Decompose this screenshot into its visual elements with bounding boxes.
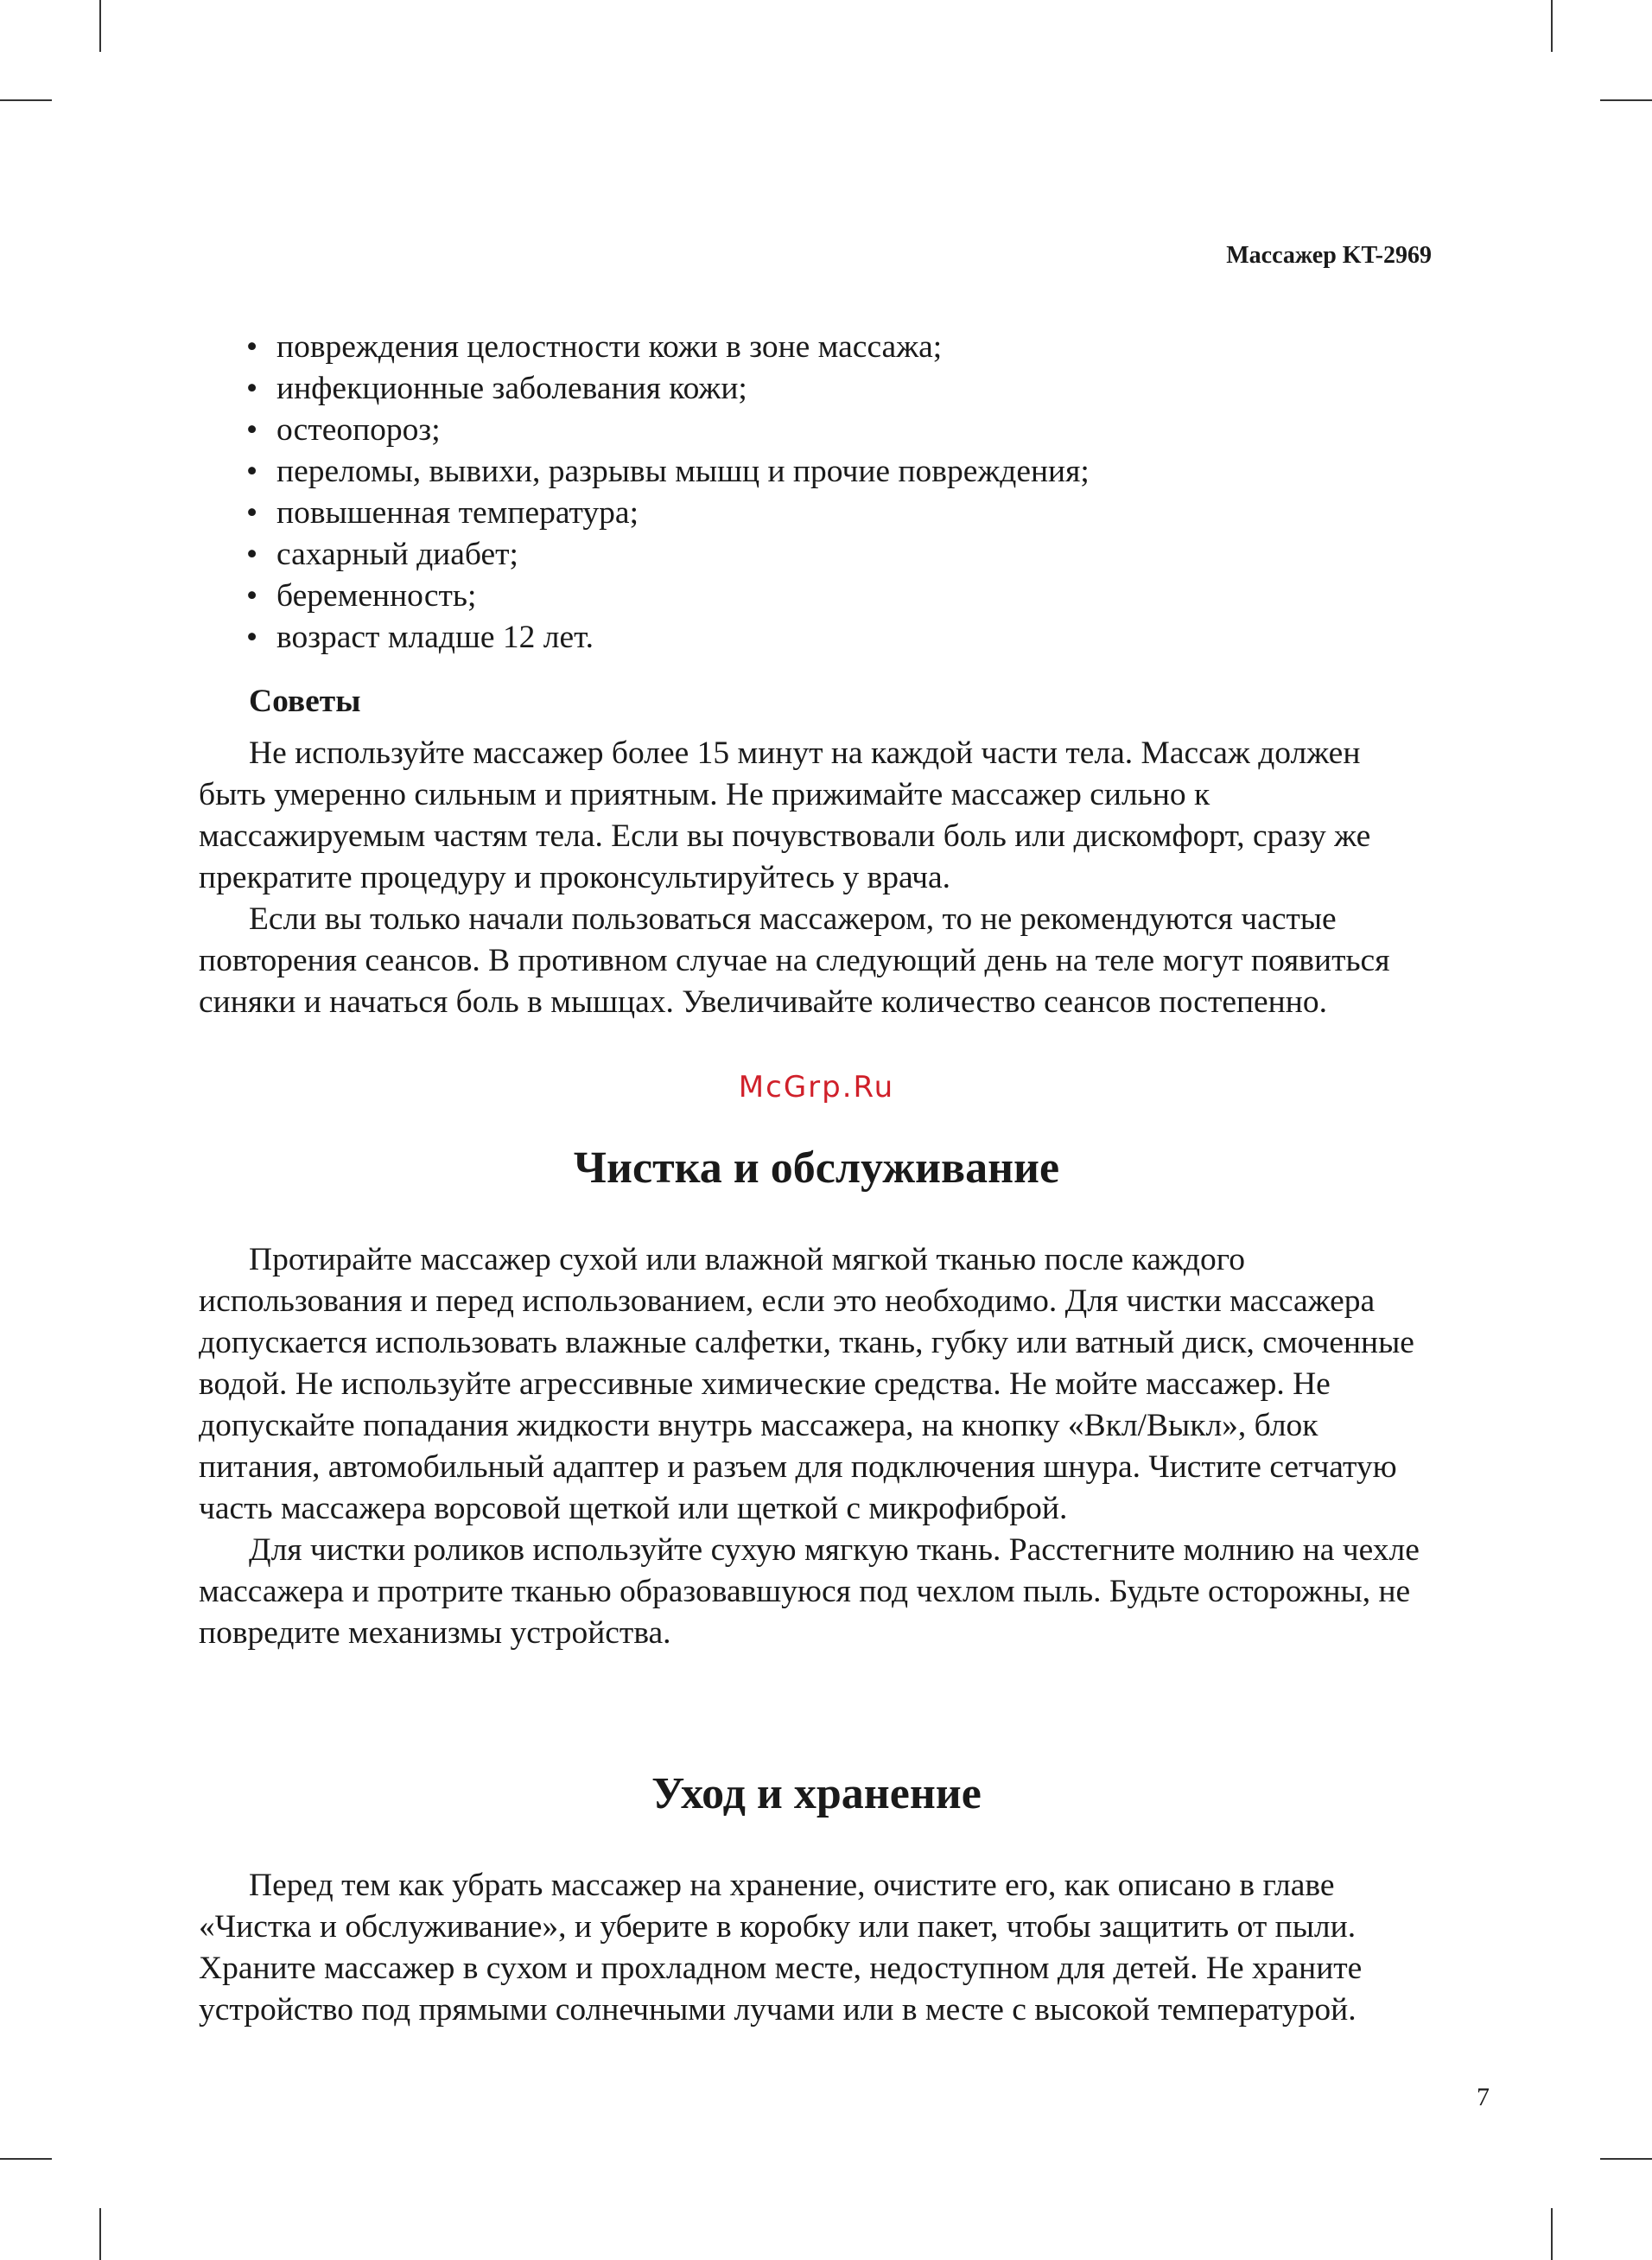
page-number: 7	[1477, 2083, 1490, 2111]
list-item: • беременность;	[246, 576, 1434, 617]
storage-heading: Уход и хранение	[651, 1769, 982, 1818]
crop-mark	[1551, 2208, 1553, 2260]
list-item: • повреждения целостности кожи в зоне массажа;	[246, 327, 1434, 368]
list-item: • переломы, вывихи, разрывы мышц и прочие повреждения;	[246, 451, 1434, 493]
crop-mark	[1551, 0, 1553, 52]
crop-mark	[99, 2208, 101, 2260]
cleaning-heading: Чистка и обслуживание	[573, 1143, 1060, 1193]
storage-paragraph: Перед тем как убрать массажер на хранение, очистите его, как описано в главе «Чистка и обслуживание», и уберите в коробку или пакет, чтобы защитить от пыли. Храните массажер в сухом и прохладном месте, недоступном для детей. Не храните устройство под прямыми солнечными лучами или в месте с высокой температурой.	[199, 1868, 1363, 2028]
watermark-link[interactable]: McGrp.Ru	[738, 1070, 895, 1105]
list-item: • повышенная температура;	[246, 493, 1434, 534]
list-item: • сахарный диабет;	[246, 534, 1434, 576]
crop-mark	[99, 0, 101, 52]
cleaning-paragraph: Протирайте массажер сухой или влажной мягкой тканью после каждого использования и перед использованием, если это необходимо. Для чистки массажера допускается использовать влажные салфетки, ткань, губку или ватный диск, смоченные водой. Не используйте агрессивные химические средства. Не мойте массажер. Не допускайте попадания жидкости внутрь массажера, на кнопку «Вкл/Выкл», блок питания, автомобильный адаптер и разъем для подключения шнура. Чистите сетчатую часть массажера ворсовой щеткой или щеткой с микрофиброй.	[199, 1242, 1414, 1526]
list-item: • возраст младше 12 лет.	[246, 617, 1434, 659]
crop-mark	[0, 99, 52, 101]
crop-mark	[0, 2158, 52, 2160]
list-item: • остеопороз;	[246, 410, 1434, 451]
contraindications-list	[199, 327, 1434, 659]
page-content	[199, 327, 1434, 2031]
tips-paragraph: Если вы только начали пользоваться массажером, то не рекомендуются частые повторения сеансов. В противном случае на следующий день на теле могут появиться синяки и начаться боль в мышцах. Увеличивайте количество сеансов постепенно.	[199, 901, 1390, 1020]
tips-heading: Советы	[249, 684, 361, 719]
crop-mark	[1600, 2158, 1652, 2160]
list-item: • инфекционные заболевания кожи;	[246, 368, 1434, 410]
cleaning-paragraph: Для чистки роликов используйте сухую мягкую ткань. Расстегните молнию на чехле массажера и протрите тканью образовавшуюся под чехлом пыль. Будьте осторожны, не повредите механизмы устройства.	[199, 1532, 1420, 1651]
running-header: Массажер KT-2969	[1226, 242, 1432, 269]
crop-mark	[1600, 99, 1652, 101]
tips-paragraph: Не используйте массажер более 15 минут на каждой части тела. Массаж должен быть умеренно сильным и приятным. Не прижимайте массажер сильно к массажируемым частям тела. Если вы почувствовали боль или дискомфорт, сразу же прекратите процедуру и проконсультируйтесь у врача.	[199, 735, 1371, 895]
